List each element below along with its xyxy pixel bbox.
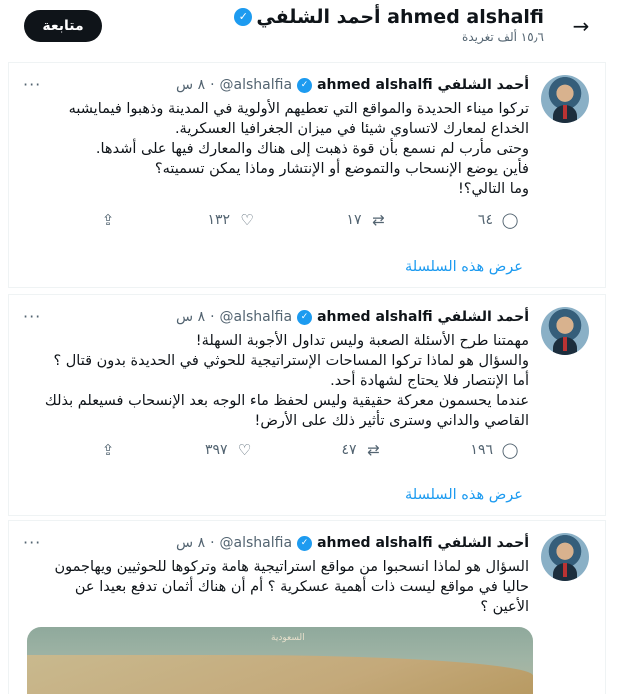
share-action[interactable] <box>99 211 117 229</box>
separator-dot: · <box>210 77 215 93</box>
tweet-actions <box>99 441 519 459</box>
like-count: ٣٩٧ <box>204 442 228 458</box>
tweet-line: القاصي والداني وسترى تأثير ذلك على الأرض! <box>254 413 529 429</box>
tweet-actions <box>99 211 519 229</box>
reply-count: ١٩٦ <box>470 442 493 458</box>
author-handle[interactable]: @alshalfia <box>219 77 293 93</box>
retweet-count: ٤٧ <box>341 442 357 458</box>
more-options-icon[interactable]: ··· <box>23 307 42 326</box>
tweet-time[interactable]: ٨ س <box>176 535 206 551</box>
author-handle[interactable]: @alshalfia <box>219 309 293 325</box>
tweet-count: ١٥٫٦ ألف تغريدة <box>462 30 544 44</box>
tweet[interactable] <box>8 294 606 516</box>
tweet-line: حاليا في مواقع ليست ذات أهمية عسكرية ؟ أم أن هناك أثمان تدفع بعيدا عن <box>74 579 529 595</box>
tweet-line: عندما يحسمون معركة حقيقية وليس لحفظ ماء الوجه بعد الإنسحاب فسيعلم بذلك <box>44 393 529 409</box>
tweet-meta <box>176 77 529 93</box>
avatar[interactable] <box>541 75 589 123</box>
tweet-line: مهمتنا طرح الأسئلة الصعبة وليس تداول الأجوبة السهلة! <box>195 333 529 349</box>
more-options-icon[interactable]: ··· <box>23 75 42 94</box>
tweet-line: والسؤال هو لماذا تركوا المساحات الإستراتيجية للحوثي في الحديدة بدون قتال ؟ <box>53 353 529 369</box>
author-handle[interactable]: @alshalfia <box>219 535 293 551</box>
tweet-time[interactable]: ٨ س <box>176 77 206 93</box>
retweet-count: ١٧ <box>346 212 362 228</box>
map-label: السعودية <box>271 633 305 643</box>
verified-badge-icon: ✓ <box>297 536 312 551</box>
avatar[interactable] <box>541 307 589 355</box>
separator-dot: · <box>210 309 215 325</box>
retweet-icon: ⇄ <box>367 441 380 459</box>
retweet-action[interactable] <box>346 211 387 229</box>
tweet-meta <box>176 309 529 325</box>
heart-icon: ♡ <box>240 211 254 229</box>
tweet-line: أما الإنتصار فلا يحتاج لشهادة أحد. <box>330 373 529 389</box>
tweet-line: وحتى مأرب لم نسمع بأن قوة ذهبت إلى هناك والمعارك فيها على أشدها. <box>95 141 529 157</box>
reply-action[interactable] <box>478 211 519 229</box>
profile-title <box>234 6 544 28</box>
tweet[interactable] <box>8 520 606 694</box>
follow-button[interactable]: متابعة <box>24 10 102 42</box>
profile-header <box>0 0 618 52</box>
reply-action[interactable] <box>470 441 519 459</box>
reply-icon: ◯ <box>501 441 519 459</box>
tweet[interactable] <box>8 62 606 288</box>
tweet-time[interactable]: ٨ س <box>176 309 206 325</box>
retweet-icon: ⇄ <box>372 211 385 229</box>
arrow-right-icon[interactable]: → <box>572 14 590 38</box>
tweet-text <box>29 331 529 431</box>
verified-badge-icon: ✓ <box>297 78 312 93</box>
like-count: ١٣٢ <box>207 212 230 228</box>
verified-badge-icon: ✓ <box>234 8 252 26</box>
author-name[interactable]: ahmed alshalfi أحمد الشلفي <box>317 535 529 551</box>
tweet-line: وما التالي؟! <box>457 181 529 197</box>
map-land <box>27 655 533 694</box>
tweet-meta <box>176 535 529 551</box>
tweet-line: تركوا ميناء الحديدة والمواقع التي تعطيهم الأولوية في المدينة وذهبوا فيمايشبه <box>68 101 529 117</box>
tweet-line: السؤال هو لماذا انسحبوا من مواقع استراتيجية هامة وتركوها للحوثيين ويهاجمون <box>54 559 529 575</box>
tweet-line: الخداع لمعارك لاتساوي شيئا في ميزان الجغرافيا العسكرية. <box>174 121 529 137</box>
author-name[interactable]: ahmed alshalfi أحمد الشلفي <box>317 77 529 93</box>
tweet-text <box>29 557 529 617</box>
tweet-media-image[interactable] <box>27 627 533 694</box>
reply-icon: ◯ <box>501 211 519 229</box>
profile-name: أحمد الشلفي ahmed alshalfi <box>256 6 544 28</box>
like-action[interactable] <box>205 441 254 459</box>
share-action[interactable] <box>99 441 117 459</box>
tweet-line: فأين يوضع الإنسحاب والتموضع أو الإنتشار وماذا يمكن تسميته؟ <box>154 161 529 177</box>
avatar[interactable] <box>541 533 589 581</box>
profile-title-block <box>234 6 544 44</box>
tweet-line: الأعين ؟ <box>480 599 529 615</box>
heart-icon: ♡ <box>237 441 252 459</box>
share-icon: ⇪ <box>101 211 115 229</box>
show-thread-link[interactable]: عرض هذه السلسلة <box>405 487 523 503</box>
more-options-icon[interactable]: ··· <box>23 533 42 552</box>
tweet-text <box>29 99 529 199</box>
author-name[interactable]: ahmed alshalfi أحمد الشلفي <box>317 309 529 325</box>
like-action[interactable] <box>207 211 256 229</box>
separator-dot: · <box>210 535 215 551</box>
share-icon: ⇪ <box>101 441 115 459</box>
show-thread-link[interactable]: عرض هذه السلسلة <box>405 259 523 275</box>
verified-badge-icon: ✓ <box>297 310 312 325</box>
retweet-action[interactable] <box>341 441 382 459</box>
reply-count: ٦٤ <box>477 212 493 228</box>
